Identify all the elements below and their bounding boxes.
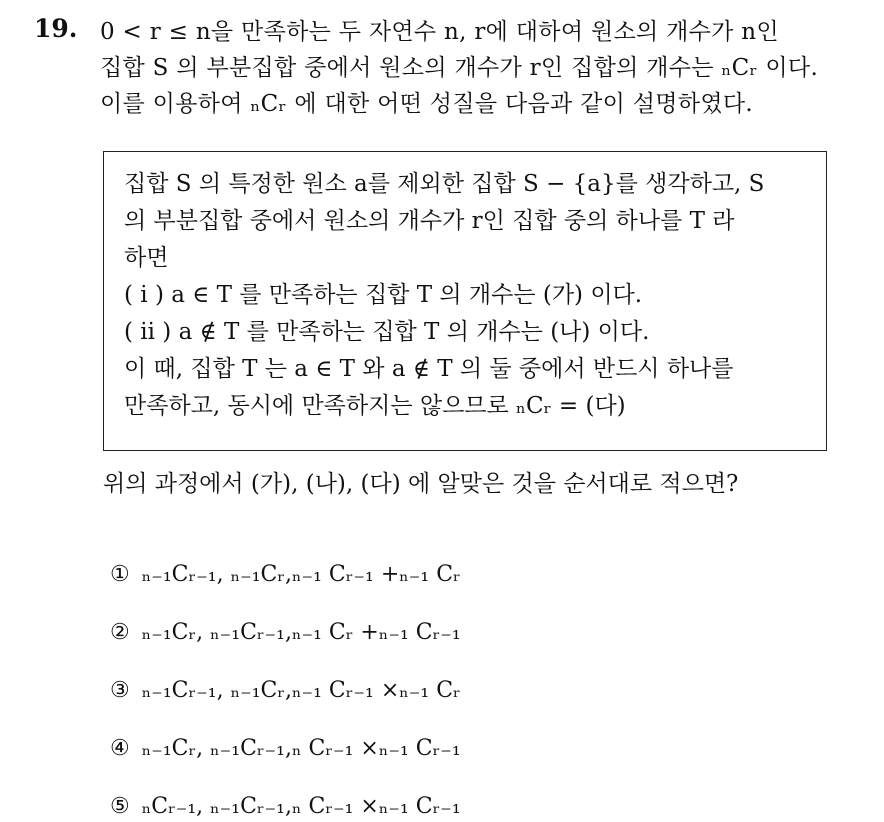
answer-choice-3[interactable] — [110, 676, 461, 706]
choice-expression: ₙ₋₁Cᵣ, ₙ₋₁Cᵣ₋₁,ₙ₋₁ Cᵣ +ₙ₋₁ Cᵣ₋₁ — [141, 620, 461, 645]
box-line: 의 부분집합 중에서 원소의 개수가 r인 집합 중의 하나를 T 라 — [124, 208, 735, 234]
intro-line: 0 < r ≤ n을 만족하는 두 자연수 n, r에 대하여 원소의 개수가 n인 — [100, 19, 779, 45]
question-prompt: 위의 과정에서 (가), (나), (다) 에 알맞은 것을 순서대로 적으면? — [103, 471, 739, 497]
choice-number: ④ — [110, 736, 130, 761]
box-line: 이 때, 집합 T 는 a ∈ T 와 a ∉ T 의 둘 중에서 반드시 하나를 — [124, 356, 734, 382]
explanation-box — [103, 151, 827, 451]
box-line: 집합 S 의 특정한 원소 a를 제외한 집합 S − {a}를 생각하고, S — [124, 171, 765, 197]
question-number: 19. — [34, 14, 78, 43]
answer-choice-5[interactable] — [110, 792, 461, 822]
answer-choice-2[interactable] — [110, 618, 461, 648]
box-line: 하면 — [124, 245, 169, 271]
box-line: ( ii ) a ∉ T 를 만족하는 집합 T 의 개수는 (나) 이다. — [124, 319, 650, 345]
choice-number: ② — [110, 620, 130, 645]
choice-number: ① — [110, 562, 130, 587]
choice-expression: ₙ₋₁Cᵣ, ₙ₋₁Cᵣ₋₁,ₙ Cᵣ₋₁ ×ₙ₋₁ Cᵣ₋₁ — [141, 736, 461, 761]
intro-line: 이를 이용하여 ₙCᵣ 에 대한 어떤 성질을 다음과 같이 설명하였다. — [100, 91, 753, 117]
choice-expression: ₙ₋₁Cᵣ₋₁, ₙ₋₁Cᵣ,ₙ₋₁ Cᵣ₋₁ +ₙ₋₁ Cᵣ — [141, 562, 461, 587]
question-intro — [100, 14, 870, 122]
choice-number: ⑤ — [110, 794, 130, 819]
answer-choice-1[interactable] — [110, 560, 461, 590]
intro-line: 집합 S 의 부분집합 중에서 원소의 개수가 r인 집합의 개수는 ₙCᵣ 이다. — [100, 55, 819, 81]
box-line: ( i ) a ∈ T 를 만족하는 집합 T 의 개수는 (가) 이다. — [124, 282, 643, 308]
answer-choice-4[interactable] — [110, 734, 461, 764]
choice-expression: ₙCᵣ₋₁, ₙ₋₁Cᵣ₋₁,ₙ Cᵣ₋₁ ×ₙ₋₁ Cᵣ₋₁ — [141, 794, 461, 819]
box-line: 만족하고, 동시에 만족하지는 않으므로 ₙCᵣ = (다) — [124, 393, 626, 419]
choice-number: ③ — [110, 678, 130, 703]
choice-expression: ₙ₋₁Cᵣ₋₁, ₙ₋₁Cᵣ,ₙ₋₁ Cᵣ₋₁ ×ₙ₋₁ Cᵣ — [141, 678, 461, 703]
